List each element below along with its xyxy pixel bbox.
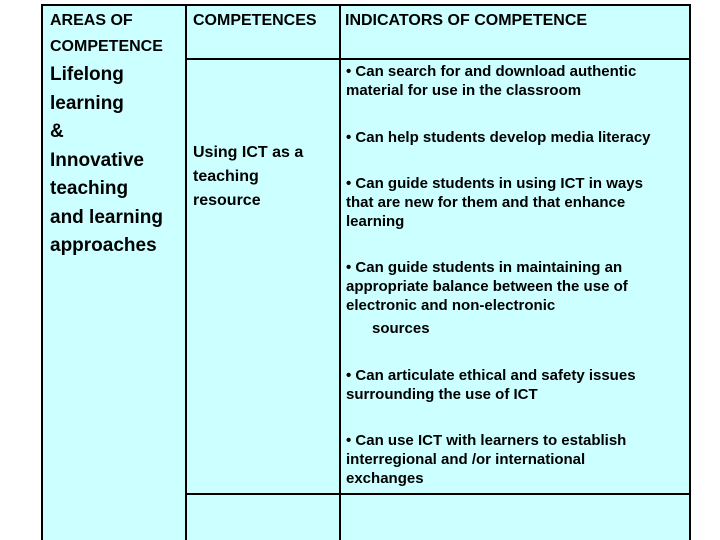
competence-table xyxy=(41,4,691,540)
indicator-item: • Can help students develop media literacy xyxy=(346,129,651,146)
indicator-text: • Can guide students in maintaining an appropriate balance between the use of electronic and non-electronic xyxy=(346,259,628,314)
header-areas-of-competence xyxy=(50,8,163,60)
indicator-item: • Can search for and download authentic material for use in the classroom xyxy=(346,63,637,99)
area-line: teaching xyxy=(50,178,129,199)
competence-line: teaching xyxy=(193,168,259,185)
area-line: Innovative xyxy=(50,149,144,171)
indicator-item xyxy=(346,258,661,338)
bottom-row-divider xyxy=(185,493,689,495)
column-divider-1 xyxy=(185,6,187,540)
area-line: Lifelong xyxy=(50,64,124,85)
area-line: & xyxy=(50,121,64,142)
indicator-item: • Can use ICT with learners to establish interregional and /or international exchanges xyxy=(346,432,627,487)
indicator-item: • Can articulate ethical and safety issues surrounding the use of ICT xyxy=(346,367,636,403)
header-competences: COMPETENCES xyxy=(193,12,317,29)
competence-line: resource xyxy=(193,192,261,209)
indicator-item: • Can guide students in using ICT in ways that are new for them and that enhance learning xyxy=(346,175,643,230)
area-of-competence-cell xyxy=(50,61,163,261)
header-divider xyxy=(185,58,689,60)
indicator-text-continuation: sources xyxy=(372,320,430,337)
header-indicators: INDICATORS OF COMPETENCE xyxy=(345,12,588,29)
header-areas-line-1: AREAS OF xyxy=(50,12,133,29)
area-line: and learning xyxy=(50,206,163,228)
competence-cell xyxy=(193,141,303,213)
area-line: approaches xyxy=(50,235,157,256)
column-divider-2 xyxy=(339,6,341,540)
competence-line: Using ICT as a xyxy=(193,144,304,161)
header-areas-line-2: COMPETENCE xyxy=(50,38,163,55)
area-line: learning xyxy=(50,92,124,114)
